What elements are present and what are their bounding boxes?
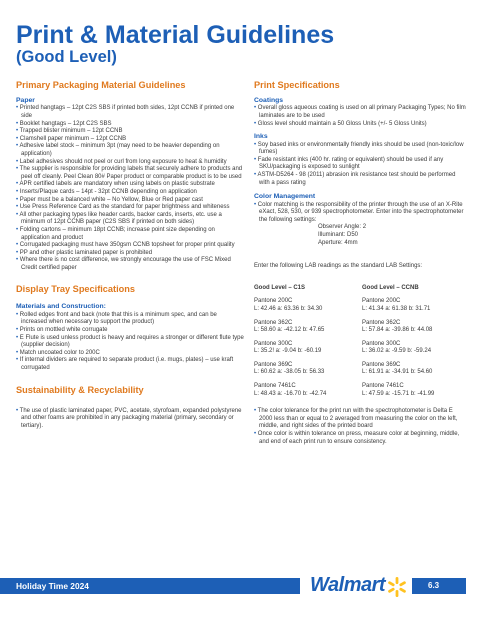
- inks-heading: Inks: [254, 133, 268, 141]
- list-item: • Trapped blister minimum – 12pt CCNB: [16, 128, 244, 136]
- list-item: • The color tolerance for the print run with the spectrophotometer is Delta E 2000 less than or equal to 2 averaged from measuring the color on the left, middle, and right sides of the printed board: [254, 408, 466, 431]
- lab-cell: Pantone 362C L: 57.84 a: -39.86 b: 44.08: [362, 319, 433, 334]
- walmart-logo: Walmart: [310, 574, 386, 596]
- coatings-heading: Coatings: [254, 97, 284, 104]
- sustainability-heading: Sustainability & Recyclability: [16, 384, 144, 395]
- lab-col2-header: Good Level – CCNB: [362, 284, 419, 291]
- list-item: • Printed hangtags – 12pt C2S SBS if printed both sides, 12pt CCNB if printed one side: [16, 105, 244, 120]
- lab-cell: Pantone 369C L: 60.62 a: -38.05 b: 56.33: [254, 361, 325, 376]
- list-item: • Soy based inks or environmentally friendly inks should be used (non-toxic/low fumes): [254, 142, 466, 157]
- paper-heading: Paper: [16, 97, 35, 104]
- list-item: • Adhesive label stock – minimum 3pt (may need to be heavier depending on application): [16, 143, 244, 158]
- list-item: • Rolled edges front and back (note that this is a minimum spec, and can be increased when necessary to support the product): [16, 312, 244, 327]
- lab-cell: Pantone 200C L: 42.46 a: 63.36 b: 34.30: [254, 298, 323, 312]
- list-item: • Overall gloss aqueous coating is used on all primary Packaging Types; No film laminates are to be used: [254, 105, 466, 120]
- display-tray-heading: Display Tray Specifications: [16, 284, 135, 295]
- lab-cell: Pantone 7461C L: 47.59 a: -15.71 b: -41.99: [362, 383, 435, 397]
- lab-cell: Pantone 200C L: 41.34 a: 61.38 b: 31.71: [362, 298, 431, 312]
- list-item: • E Flute is used unless product is heavy and requires a stronger or different flute type (supplier decision): [16, 335, 244, 350]
- paper-list: [16, 105, 244, 272]
- list-item: • Clamshell paper minimum – 12pt CCNB: [16, 136, 244, 144]
- list-item: • Match uncoated color to 200C: [16, 350, 244, 358]
- right-column: [254, 80, 466, 446]
- color-list: [254, 202, 466, 225]
- list-item: • If internal dividers are required to separate product (i.e. mugs, plates) – use kraft corrugated: [16, 357, 244, 372]
- list-item: • Inserts/Plaque cards – 14pt - 32pt CCNB depending on application: [16, 189, 244, 197]
- setting-illuminant: Illuminant: D50: [318, 231, 359, 238]
- list-item: • Label adhesives should not peel or curl from long exposure to heat & humidity: [16, 159, 244, 167]
- footer-label: Holiday Time 2024: [16, 581, 89, 591]
- setting-observer: Observer Angle: 2: [318, 224, 367, 231]
- lab-readings-table: [254, 285, 466, 399]
- packaging-heading: Primary Packaging Material Guidelines: [16, 80, 186, 90]
- list-item: • Use Press Reference Card as the standard for paper brightness and whiteness: [16, 204, 244, 212]
- walmart-spark-icon: [386, 576, 408, 598]
- inks-list: [254, 142, 466, 188]
- materials-heading: Materials and Construction:: [16, 303, 106, 311]
- page-title: Print & Material Guidelines: [16, 21, 335, 49]
- color-management-heading: Color Management: [254, 193, 316, 201]
- lab-intro: Enter the following LAB readings as the standard LAB Settings:: [254, 263, 423, 270]
- list-item: • Corrugated packaging must have 350gsm CCNB topsheet for proper print quality: [16, 242, 244, 250]
- list-item: • PP and other plastic laminated paper is prohibited: [16, 250, 244, 258]
- list-item: • Color matching is the responsibility of the printer through the use of an X-Rite eXact, 528, 530, or 939 spectrophotometer. Enter into the spectrophotometer the following settings:: [254, 202, 466, 225]
- lab-cell: Pantone 362C L: 58.60 a: -42.12 b: 47.65: [254, 319, 325, 334]
- list-item: • Fade resistant inks (400 hr. rating or equivalent) should be used if any SKU/packaging is exposed to sunlight: [254, 157, 466, 172]
- list-item: • The supplier is responsible for providing labels that securely adhere to products and peel off cleanly. Peel Clean 80# Paper product or comparable product is to be used: [16, 166, 244, 181]
- list-item: • Where there is no cost difference, we strongly encourage the use of FSC Mixed Credit certified paper: [16, 257, 244, 272]
- sustainability-list: [16, 408, 244, 431]
- page-number: 6.3: [428, 581, 440, 590]
- page-subtitle: (Good Level): [16, 48, 117, 66]
- spectro-settings: [254, 224, 466, 247]
- footer: [0, 574, 480, 602]
- list-item: • Gloss level should maintain a 50 Gloss Units (+/- 5 Gloss Units): [254, 121, 466, 129]
- list-item: • Folding cartons – minimum 18pt CCNB; increase point size depending on application and product: [16, 227, 244, 242]
- setting-aperture: Aperture: 4mm: [318, 239, 358, 246]
- tolerance-list: [254, 408, 466, 446]
- lab-cell: Pantone 7461C L: 48.43 a: -16.70 b: -42.74: [254, 383, 327, 397]
- left-column: [16, 80, 244, 430]
- lab-cell: Pantone 300C L: 36.02 a: -9.59 b: -59.24: [362, 340, 432, 355]
- lab-cell: Pantone 369C L: 61.91 a: -34.91 b: 54.60: [362, 361, 433, 376]
- list-item: • APR certified labels are mandatory when using labels on plastic substrate: [16, 181, 244, 189]
- lab-cell: Pantone 300C L: 35.2! a: -9.04 b: -60.19: [254, 340, 322, 355]
- materials-list: [16, 312, 244, 373]
- list-item: • ASTM-D5264 - 98 (2011) abrasion ink resistance test should be performed with a pass rating: [254, 172, 466, 187]
- coatings-list: [254, 105, 466, 128]
- list-item: • Booklet hangtags – 12pt C2S SBS: [16, 121, 244, 129]
- list-item: • The use of plastic laminated paper, PVC, acetate, styrofoam, expanded polystyrene and other foams are prohibited in any packaging material (primary, secondary or tertiary).: [16, 408, 244, 431]
- list-item: • Once color is within tolerance on press, measure color at beginning, middle, and end of each print run to ensure consistency.: [254, 431, 466, 446]
- list-item: • All other packaging types like header cards, backer cards, inserts, etc. use a minimum of 12pt CCNB paper (C2S SBS if printed on both sides): [16, 212, 244, 227]
- print-specs-heading: Print Specifications: [254, 80, 340, 90]
- list-item: • Prints on mottled white corrugate: [16, 327, 244, 335]
- lab-col1-header: Good Level – C1S: [254, 284, 306, 291]
- list-item: • Paper must be a balanced white – No Yellow, Blue or Red paper cast: [16, 197, 244, 205]
